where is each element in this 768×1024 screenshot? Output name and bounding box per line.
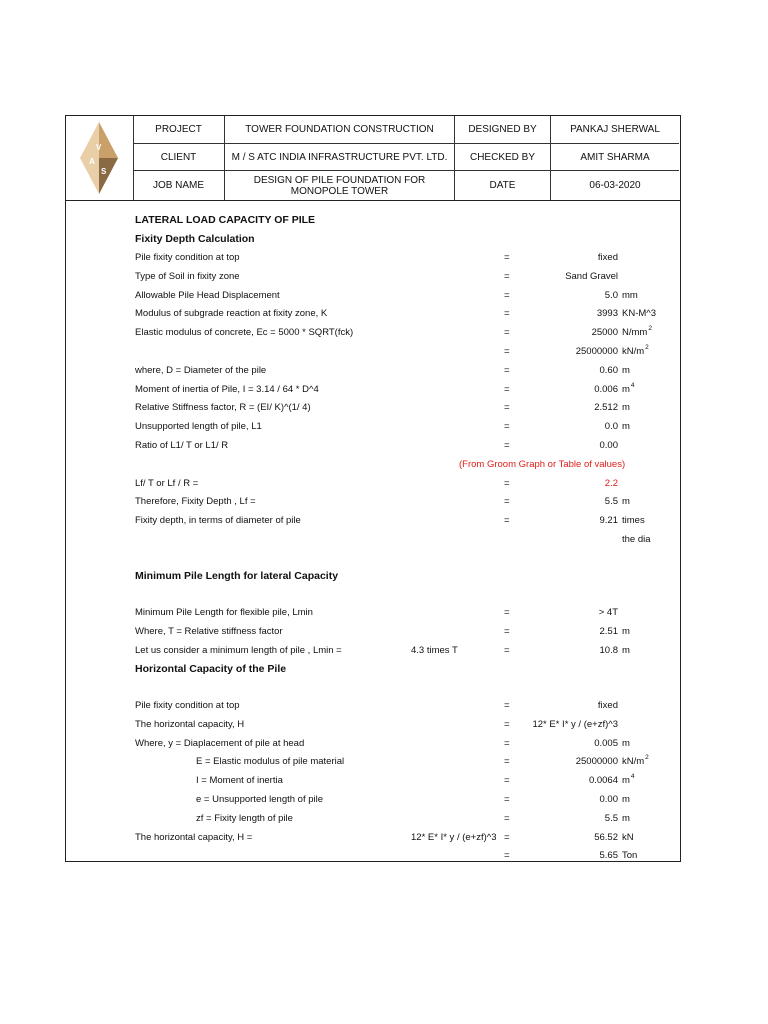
equals-sign: = bbox=[504, 477, 510, 489]
row-value: 3993 bbox=[596, 308, 618, 320]
row-label: Where, T = Relative stiffness factor bbox=[135, 625, 283, 637]
job-label: JOB NAME bbox=[133, 171, 225, 200]
designed-by-label: DESIGNED BY bbox=[455, 116, 551, 144]
client-value: M / S ATC INDIA INFRASTRUCTURE PVT. LTD. bbox=[225, 144, 455, 171]
row-value: 2.512 bbox=[594, 402, 618, 414]
row-value: 0.0064 bbox=[588, 775, 618, 787]
row-value: 25000000 bbox=[575, 756, 618, 768]
row-label: e = Unsupported length of pile bbox=[196, 794, 324, 805]
row-label: Fixity depth, in terms of diameter of pile bbox=[135, 515, 301, 527]
unit-exponent: 2 bbox=[645, 754, 649, 762]
row-value: 0.0 bbox=[604, 421, 618, 433]
equals-sign: = bbox=[504, 607, 510, 618]
row-value: 0.005 bbox=[594, 737, 618, 749]
calc-row bbox=[66, 308, 680, 322]
main-section-title: LATERAL LOAD CAPACITY OF PILE bbox=[135, 214, 316, 226]
equals-sign: = bbox=[504, 440, 510, 451]
project-label: PROJECT bbox=[133, 116, 225, 144]
equals-sign: = bbox=[504, 515, 510, 527]
row-value: fixed bbox=[597, 252, 618, 263]
calc-row bbox=[66, 252, 680, 266]
company-logo bbox=[66, 116, 134, 200]
calc-row bbox=[66, 738, 680, 752]
row-value: 0.60 bbox=[599, 364, 618, 376]
equals-sign: = bbox=[504, 383, 510, 395]
equals-sign: = bbox=[504, 364, 510, 376]
row-value: 5.5 bbox=[604, 496, 618, 508]
row-label: I = Moment of inertia bbox=[196, 775, 283, 787]
calc-row bbox=[66, 459, 680, 473]
calc-row bbox=[66, 607, 680, 621]
calc-row bbox=[66, 496, 680, 510]
row-unit: m bbox=[622, 812, 630, 824]
calc-row bbox=[66, 626, 680, 640]
row-label: Let us consider a minimum length of pile , Lmin = bbox=[135, 644, 342, 656]
row-label: Ratio of L1/ T or L1/ R bbox=[135, 440, 229, 451]
calc-row bbox=[66, 850, 680, 864]
row-unit: m bbox=[622, 737, 630, 749]
row-unit: m bbox=[622, 625, 630, 637]
equals-sign: = bbox=[504, 402, 510, 414]
calc-row bbox=[66, 813, 680, 827]
calc-row bbox=[66, 719, 680, 733]
row-value: 9.21 bbox=[599, 515, 618, 527]
row-unit: m bbox=[622, 421, 630, 433]
equals-sign: = bbox=[504, 289, 510, 301]
row-label: Elastic modulus of concrete, Ec = 5000 * SQRT(fck) bbox=[135, 327, 354, 339]
calc-row bbox=[66, 832, 680, 846]
row-unit: m bbox=[622, 383, 630, 395]
row-label: zf = Fixity length of pile bbox=[196, 812, 293, 824]
row-label: The horizontal capacity, H bbox=[135, 718, 245, 730]
row-label: The horizontal capacity, H = bbox=[135, 831, 253, 843]
calc-row bbox=[66, 645, 680, 659]
row-label: Pile fixity condition at top bbox=[135, 252, 240, 263]
row-label: Relative Stiffness factor, R = (EI/ K)^(1/ 4) bbox=[135, 402, 311, 414]
row-label: Lf/ T or Lf / R = bbox=[135, 477, 199, 489]
row-unit: kN/m bbox=[622, 346, 645, 357]
row-unit: times bbox=[622, 515, 645, 527]
equals-sign: = bbox=[504, 625, 510, 637]
equals-sign: = bbox=[504, 794, 510, 805]
row-unit: Ton bbox=[622, 850, 638, 862]
calc-row bbox=[66, 381, 680, 398]
equals-sign: = bbox=[504, 700, 510, 711]
row-value: 5.5 bbox=[604, 812, 618, 824]
equals-sign: = bbox=[504, 756, 510, 768]
svg-text:S: S bbox=[101, 167, 107, 176]
row-value: 12* E* I* y / (e+zf)^3 bbox=[532, 718, 618, 730]
unit-exponent: 2 bbox=[645, 344, 649, 351]
equals-sign: = bbox=[504, 775, 510, 787]
row-label: Allowable Pile Head Displacement bbox=[135, 289, 280, 301]
row-unit: m bbox=[622, 644, 630, 656]
designed-by-value: PANKAJ SHERWAL bbox=[551, 116, 679, 144]
row-value: 2.51 bbox=[599, 625, 618, 637]
calc-row bbox=[66, 478, 680, 492]
row-label: Type of Soil in fixity zone bbox=[135, 270, 240, 282]
project-value: TOWER FOUNDATION CONSTRUCTION bbox=[225, 116, 455, 144]
row-value: 2.2 bbox=[604, 477, 618, 489]
row-formula: 12* E* I* y / (e+zf)^3 bbox=[411, 831, 497, 843]
row-label: Modulus of subgrade reaction at fixity zone, K bbox=[135, 308, 328, 320]
row-unit: m bbox=[622, 775, 630, 787]
row-value: 5.0 bbox=[604, 289, 618, 301]
job-value: DESIGN OF PILE FOUNDATION FOR MONOPOLE TOWER bbox=[225, 171, 455, 200]
row-label: E = Elastic modulus of pile material bbox=[196, 756, 345, 768]
row-unit: KN-M^3 bbox=[622, 308, 657, 320]
row-value: 25000000 bbox=[575, 346, 618, 357]
diamond-logo-icon bbox=[66, 116, 133, 200]
row-value: 25000 bbox=[591, 327, 618, 339]
calc-row bbox=[66, 756, 680, 770]
calc-row bbox=[66, 365, 680, 379]
row-label: Pile fixity condition at top bbox=[135, 700, 240, 711]
calc-row bbox=[66, 534, 680, 548]
row-unit: N/mm bbox=[622, 327, 648, 339]
equals-sign: = bbox=[504, 252, 510, 263]
svg-text:A: A bbox=[89, 157, 95, 166]
row-value: 56.52 bbox=[594, 831, 618, 843]
calc-row bbox=[66, 290, 680, 304]
calc-row bbox=[66, 700, 680, 714]
row-value: 5.65 bbox=[599, 850, 618, 862]
row-label: Minimum Pile Length for flexible pile, Lmin bbox=[135, 607, 313, 618]
row-formula: 4.3 times T bbox=[411, 644, 458, 656]
min-length-section-title: Minimum Pile Length for lateral Capacity bbox=[135, 570, 339, 582]
document-frame bbox=[65, 115, 681, 862]
calc-row bbox=[66, 515, 680, 529]
horizontal-section-title: Horizontal Capacity of the Pile bbox=[135, 663, 287, 675]
row-value: Sand Gravel bbox=[565, 270, 618, 282]
row-unit: kN/m bbox=[622, 756, 645, 768]
reference-note: (From Groom Graph or Table of values) bbox=[459, 458, 626, 470]
row-unit: the dia bbox=[622, 534, 651, 545]
row-label: Therefore, Fixity Depth , Lf = bbox=[135, 496, 256, 508]
equals-sign: = bbox=[504, 270, 510, 282]
svg-text:V: V bbox=[96, 143, 102, 152]
equals-sign: = bbox=[504, 496, 510, 508]
calc-row bbox=[66, 794, 680, 808]
equals-sign: = bbox=[504, 850, 510, 862]
row-unit: kN bbox=[622, 831, 634, 843]
equals-sign: = bbox=[504, 346, 510, 357]
calc-row bbox=[66, 440, 680, 454]
calc-row bbox=[66, 421, 680, 435]
row-unit: m bbox=[622, 496, 630, 508]
row-value: 0.00 bbox=[599, 440, 618, 451]
equals-sign: = bbox=[504, 644, 510, 656]
row-value: fixed bbox=[597, 700, 618, 711]
header-table bbox=[66, 116, 680, 201]
unit-exponent: 4 bbox=[630, 773, 635, 781]
equals-sign: = bbox=[504, 737, 510, 749]
checked-by-value: AMIT SHARMA bbox=[551, 144, 679, 171]
fixity-section-title: Fixity Depth Calculation bbox=[135, 233, 255, 245]
date-label: DATE bbox=[455, 171, 551, 200]
unit-exponent: 2 bbox=[648, 325, 652, 333]
row-label: where, D = Diameter of the pile bbox=[135, 364, 267, 376]
calc-row bbox=[66, 402, 680, 416]
equals-sign: = bbox=[504, 308, 510, 320]
row-value: 10.8 bbox=[599, 644, 618, 656]
row-unit: m bbox=[622, 794, 630, 805]
calc-row bbox=[66, 775, 680, 789]
row-label: Where, y = Diaplacement of pile at head bbox=[135, 737, 305, 749]
row-value: > 4T bbox=[598, 607, 618, 618]
row-unit: mm bbox=[622, 289, 638, 301]
client-label: CLIENT bbox=[133, 144, 225, 171]
equals-sign: = bbox=[504, 327, 510, 339]
checked-by-label: CHECKED BY bbox=[455, 144, 551, 171]
row-unit: m bbox=[622, 402, 630, 414]
equals-sign: = bbox=[504, 812, 510, 824]
row-value: 0.00 bbox=[599, 794, 618, 805]
calc-row bbox=[66, 346, 680, 360]
equals-sign: = bbox=[504, 831, 510, 843]
row-value: 0.006 bbox=[594, 383, 618, 395]
equals-sign: = bbox=[504, 421, 510, 433]
calc-row bbox=[66, 327, 680, 341]
date-value: 06-03-2020 bbox=[589, 180, 641, 191]
calc-row bbox=[66, 271, 680, 285]
row-label: Moment of inertia of Pile, I = 3.14 / 64 * D^4 bbox=[135, 383, 319, 395]
unit-exponent: 4 bbox=[630, 381, 635, 389]
equals-sign: = bbox=[504, 718, 510, 730]
row-label: Unsupported length of pile, L1 bbox=[135, 421, 262, 433]
row-unit: m bbox=[622, 364, 630, 376]
